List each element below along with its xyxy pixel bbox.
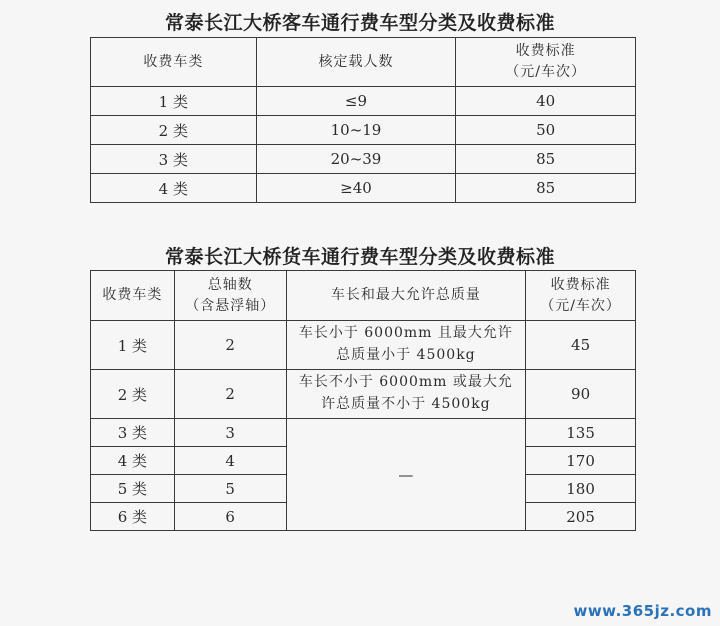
cell-fee: 40 [456, 87, 636, 116]
header-fee-line2: （元/车次） [505, 64, 587, 80]
cargo-table-title: 常泰长江大桥货车通行费车型分类及收费标准 [164, 246, 555, 268]
cell-category: 4 类 [91, 174, 257, 203]
desc-line2: 许总质量不小于 4500kg [321, 396, 491, 412]
cell-category: 6 类 [91, 503, 175, 531]
cell-category: 3 类 [91, 419, 175, 447]
cell-fee: 180 [526, 475, 636, 503]
header-category: 收费车类 [91, 271, 175, 321]
cell-seats: ≤9 [256, 87, 456, 116]
header-axles-line2: （含悬浮轴） [185, 297, 276, 314]
header-category: 收费车类 [91, 38, 257, 87]
table-header-row [91, 38, 636, 87]
cell-category: 1 类 [91, 87, 257, 116]
passenger-fee-table [90, 37, 636, 203]
cell-desc [286, 370, 526, 419]
cell-desc [286, 321, 526, 370]
header-fee-line1: 收费标准 [515, 43, 576, 59]
cell-fee: 45 [526, 321, 636, 370]
header-axles-line1: 总轴数 [207, 276, 253, 293]
header-seats: 核定载人数 [256, 38, 456, 87]
table-row [91, 370, 636, 419]
desc-line2: 总质量小于 4500kg [336, 347, 476, 363]
header-fee [456, 38, 636, 87]
header-fee [526, 271, 636, 321]
header-axles [174, 271, 286, 321]
cell-axles: 3 [174, 419, 286, 447]
cell-fee: 85 [456, 145, 636, 174]
table-row [91, 87, 636, 116]
passenger-table-title: 常泰长江大桥客车通行费车型分类及收费标准 [164, 12, 555, 34]
cell-axles: 6 [174, 503, 286, 531]
cell-fee: 85 [456, 174, 636, 203]
cell-fee: 205 [526, 503, 636, 531]
site-watermark: www.365jz.com [573, 602, 712, 620]
header-fee-line1: 收费标准 [550, 276, 611, 293]
cell-fee: 170 [526, 447, 636, 475]
header-fee-line2: （元/车次） [540, 297, 621, 314]
cell-category: 2 类 [91, 116, 257, 145]
cell-category: 2 类 [91, 370, 175, 419]
cell-category: 1 类 [91, 321, 175, 370]
cell-axles: 5 [174, 475, 286, 503]
cargo-fee-table [90, 270, 636, 531]
table-row [91, 174, 636, 203]
desc-line1: 车长小于 6000mm 且最大允许 [298, 325, 513, 342]
cell-seats: 20~39 [256, 145, 456, 174]
cell-category: 3 类 [91, 145, 257, 174]
cell-fee: 90 [526, 370, 636, 419]
cell-axles: 2 [174, 370, 286, 419]
cell-category: 4 类 [91, 447, 175, 475]
table-row [91, 419, 636, 447]
table-row [91, 116, 636, 145]
table-row [91, 321, 636, 370]
cell-axles: 4 [174, 447, 286, 475]
desc-line1: 车长不小于 6000mm 或最大允 [298, 374, 513, 391]
cell-axles: 2 [174, 321, 286, 370]
header-desc: 车长和最大允许总质量 [286, 271, 526, 321]
cell-desc-merged: — [286, 419, 526, 531]
cell-category: 5 类 [91, 475, 175, 503]
table-row [91, 145, 636, 174]
table-header-row [91, 271, 636, 321]
cell-fee: 50 [456, 116, 636, 145]
cell-seats: 10~19 [256, 116, 456, 145]
cell-seats: ≥40 [256, 174, 456, 203]
cell-fee: 135 [526, 419, 636, 447]
